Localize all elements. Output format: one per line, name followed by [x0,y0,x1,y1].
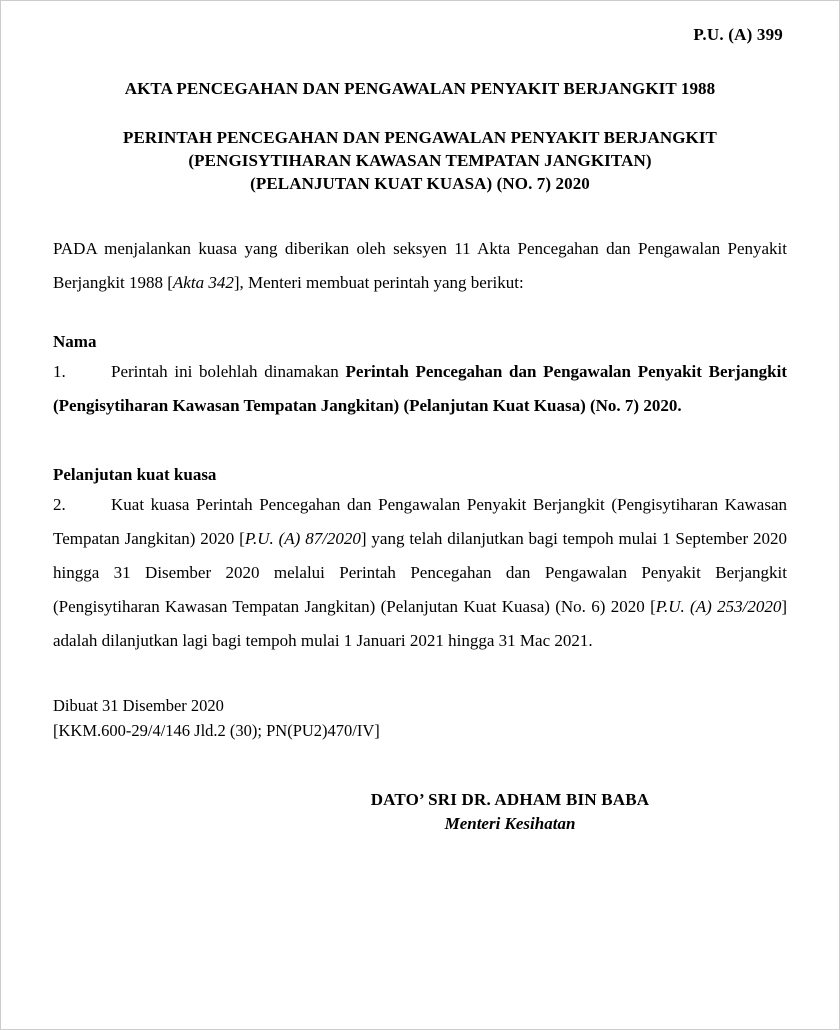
signatory-role: Menteri Kesihatan [444,814,576,834]
preamble-text-part-1: PADA menjalankan kuasa yang diberikan oleh seksyen 11 Akta Pencegahan dan Pengawalan Penyakit Berjangkit 1988 [ [53,238,787,292]
order-title-line-1: PERINTAH PENCEGAHAN DAN PENGAWALAN PENYAKIT BERJANGKIT [122,128,718,147]
section-2-citation-1: P.U. (A) 87/2020 [244,529,361,549]
order-title [53,127,787,196]
section-2-number: 2. [53,495,66,515]
signatory-name: DATO’ SRI DR. ADHAM BIN BABA [370,789,650,809]
order-title-line-3: (PELANJUTAN KUAT KUASA) (NO. 7) 2020 [250,173,590,193]
section-2-text-part-3: ] adalah dilanjutkan lagi bagi tempoh mulai 1 Januari 2021 hingga 31 Mac 2021. [53,597,787,651]
section-1-heading: Nama [53,331,97,351]
section-spacer [53,423,787,443]
made-file-reference: [KKM.600-29/4/146 Jld.2 (30); PN(PU2)470/IV] [53,720,380,740]
section-1-lead-text: Perintah ini bolehlah dinamakan [111,362,346,381]
made-date: Dibuat 31 Disember 2020 [53,696,224,716]
document-reference-number: P.U. (A) 399 [693,25,783,44]
section-2-paragraph [53,488,787,658]
section-2-text-part-1: Kuat kuasa Perintah Pencegahan dan Pengawalan Penyakit Berjangkit (Pengisytiharan Kawasan Tempatan Jangkitan) 2020 [ [53,495,787,549]
signature-block [53,788,787,837]
section-2-heading: Pelanjutan kuat kuasa [53,465,217,484]
preamble-text-part-2: ], Menteri membuat perintah yang berikut: [233,272,524,292]
order-title-line-2: (PENGISYTIHARAN KAWASAN TEMPATAN JANGKITAN) [188,150,652,170]
act-title: AKTA PENCEGAHAN DAN PENGAWALAN PENYAKIT BERJANGKIT 1988 [124,79,716,98]
preamble-paragraph [53,232,787,300]
section-1-paragraph [53,355,787,423]
section-2-citation-2: P.U. (A) 253/2020 [655,597,782,617]
section-2-text-part-2: ] yang telah dilanjutkan bagi tempoh mulai 1 September 2020 hingga 31 Disember 2020 melalui Perintah Pencegahan dan Pengawalan Penyakit Berjangkit (Pengisytiharan Kawasan Tempatan Jangkitan) (Pelanjutan Kuat Kuasa) (No. 6) 2020 [ [53,529,787,617]
made-block [53,694,787,744]
preamble-act-citation: Akta 342 [172,272,234,292]
section-1-order-name: Perintah Pencegahan dan Pengawalan Penyakit Berjangkit (Pengisytiharan Kawasan Tempatan Jangkitan) (Pelanjutan Kuat Kuasa) (No. 7) 2020. [53,362,788,415]
section-1-number: 1. [53,362,66,381]
